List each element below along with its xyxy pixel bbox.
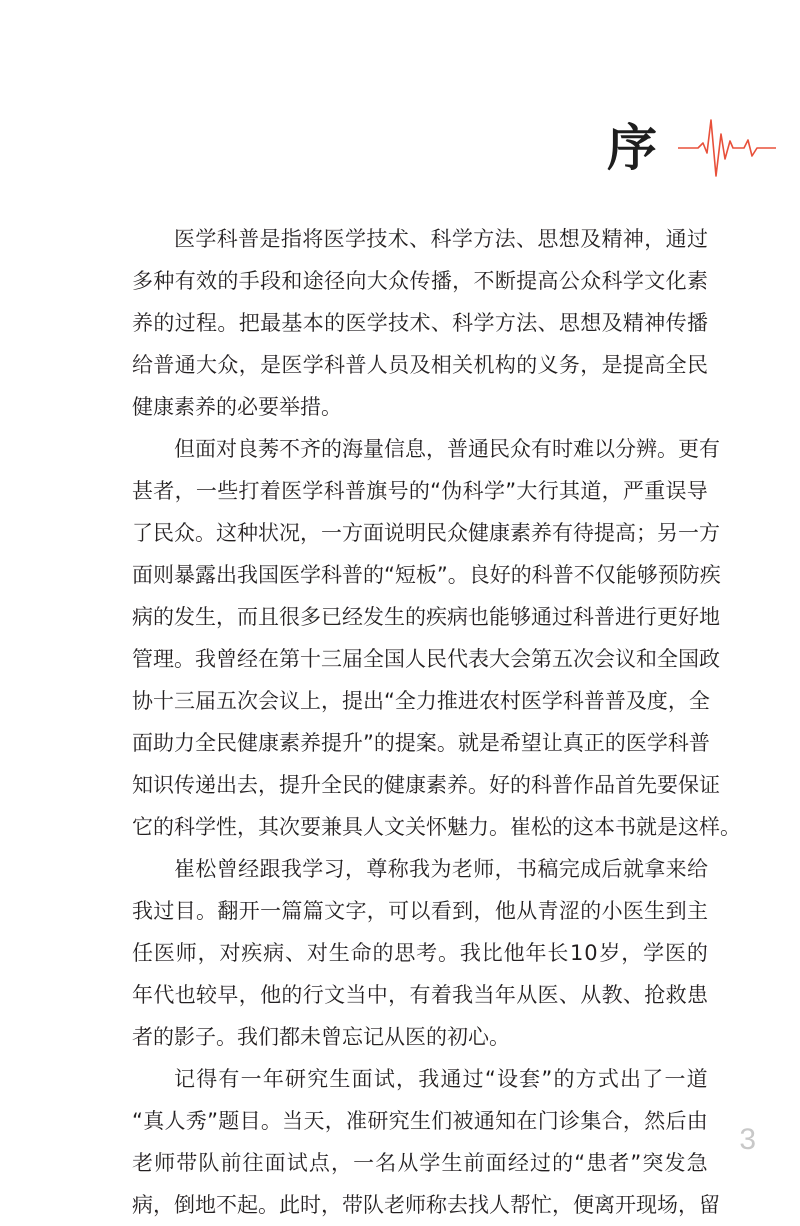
text-line: 多 种 有 效 的 手 段 和 途 径 向 大 众 传 播 ， 不 断 提 高 公 众 科 学 文 化 素 (132, 269, 708, 293)
text-line: 知 识 传 递 出 去 ， 提 升 全 民 的 健 康 素 养 。 好 的 科 普 作 品 首 先 要 保 证 (132, 773, 720, 797)
text-line: 养 的 过 程 。 把 最 基 本 的 医 学 技 术 、 科 学 方 法 、 思 想 及 精 神 传 播 (132, 311, 708, 335)
text-line: 医 学 科 普 是 指 将 医 学 技 术 、 科 学 方 法 、 思 想 及 精 神 ， 通 过 (174, 227, 708, 251)
text-line: 任 医 师 ， 对 疾 病 、 对 生 命 的 思 考 。 我 比 他 年 长 1 0 岁 ， 学 医 的 (132, 941, 708, 965)
text-line: 病 的 发 生 ， 而 且 很 多 已 经 发 生 的 疾 病 也 能 够 通 过 科 普 进 行 更 好 地 (132, 605, 720, 629)
text-line: 给 普 通 大 众 ， 是 医 学 科 普 人 员 及 相 关 机 构 的 义 务 ， 是 提 高 全 民 (132, 353, 708, 377)
heartbeat-line-icon (678, 116, 776, 178)
page-title: 序 (607, 118, 657, 177)
text-line: 它的科学性，其次要兼具人文关怀魅力。崔松的这本书就是这样。 (132, 815, 741, 839)
paragraph (132, 1058, 720, 1226)
text-line: 病 ， 倒 地 不 起 。 此 时 ， 带 队 老 师 称 去 找 人 帮 忙 ， 便 离 开 现 场 ， 留 (132, 1193, 720, 1217)
text-line: 者的影子。我们都未曾忘记从医的初心。 (132, 1025, 510, 1049)
page-number: 3 (739, 1123, 756, 1156)
text-line: 面 则 暴 露 出 我 国 医 学 科 普 的 “ 短 板 ” 。 良 好 的 科 普 不 仅 能 够 预 防 疾 (132, 563, 721, 587)
text-line: 管 理 。 我 曾 经 在 第 十 三 届 全 国 人 民 代 表 大 会 第 五 次 会 议 和 全 国 政 (132, 647, 720, 671)
text-line: 了 民 众 。 这 种 状 况 ， 一 方 面 说 明 民 众 健 康 素 养 有 待 提 高 ； 另 一 方 (132, 521, 720, 545)
text-line: 崔 松 曾 经 跟 我 学 习 ， 尊 称 我 为 老 师 ， 书 稿 完 成 后 就 拿 来 给 (174, 857, 708, 881)
paragraph (132, 218, 708, 428)
paragraph (132, 848, 708, 1058)
text-line: 面 助 力 全 民 健 康 素 养 提 升 ” 的 提 案 。 就 是 希 望 让 真 正 的 医 学 科 普 (132, 731, 710, 755)
text-line: 记 得 有 一 年 研 究 生 面 试 ， 我 通 过 “ 设 套 ” 的 方 式 出 了 一 道 (174, 1067, 708, 1091)
text-line: 老 师 带 队 前 往 面 试 点 ， 一 名 从 学 生 前 面 经 过 的 “ 患 者 ” 突 发 急 (132, 1151, 708, 1175)
text-line: 但 面 对 良 莠 不 齐 的 海 量 信 息 ， 普 通 民 众 有 时 难 以 分 辨 。 更 有 (174, 437, 720, 461)
body-text (132, 218, 741, 1226)
text-line: 年 代 也 较 早 ， 他 的 行 文 当 中 ， 有 着 我 当 年 从 医 、 从 教 、 抢 救 患 (132, 983, 708, 1007)
text-line: “ 真 人 秀 ” 题 目 。 当 天 ， 准 研 究 生 们 被 通 知 在 门 诊 集 合 ， 然 后 由 (132, 1109, 708, 1133)
text-line: 甚 者 ， 一 些 打 着 医 学 科 普 旗 号 的 “ 伪 科 学 ” 大 行 其 道 ， 严 重 误 导 (132, 479, 708, 503)
text-line: 健康素养的必要举措。 (132, 395, 342, 419)
text-line: 协 十 三 届 五 次 会 议 上 ， 提 出 “ 全 力 推 进 农 村 医 学 科 普 普 及 度 ， 全 (132, 689, 710, 713)
paragraph (132, 428, 741, 848)
text-line: 我 过 目 。 翻 开 一 篇 篇 文 字 ， 可 以 看 到 ， 他 从 青 涩 的 小 医 生 到 主 (132, 899, 708, 923)
